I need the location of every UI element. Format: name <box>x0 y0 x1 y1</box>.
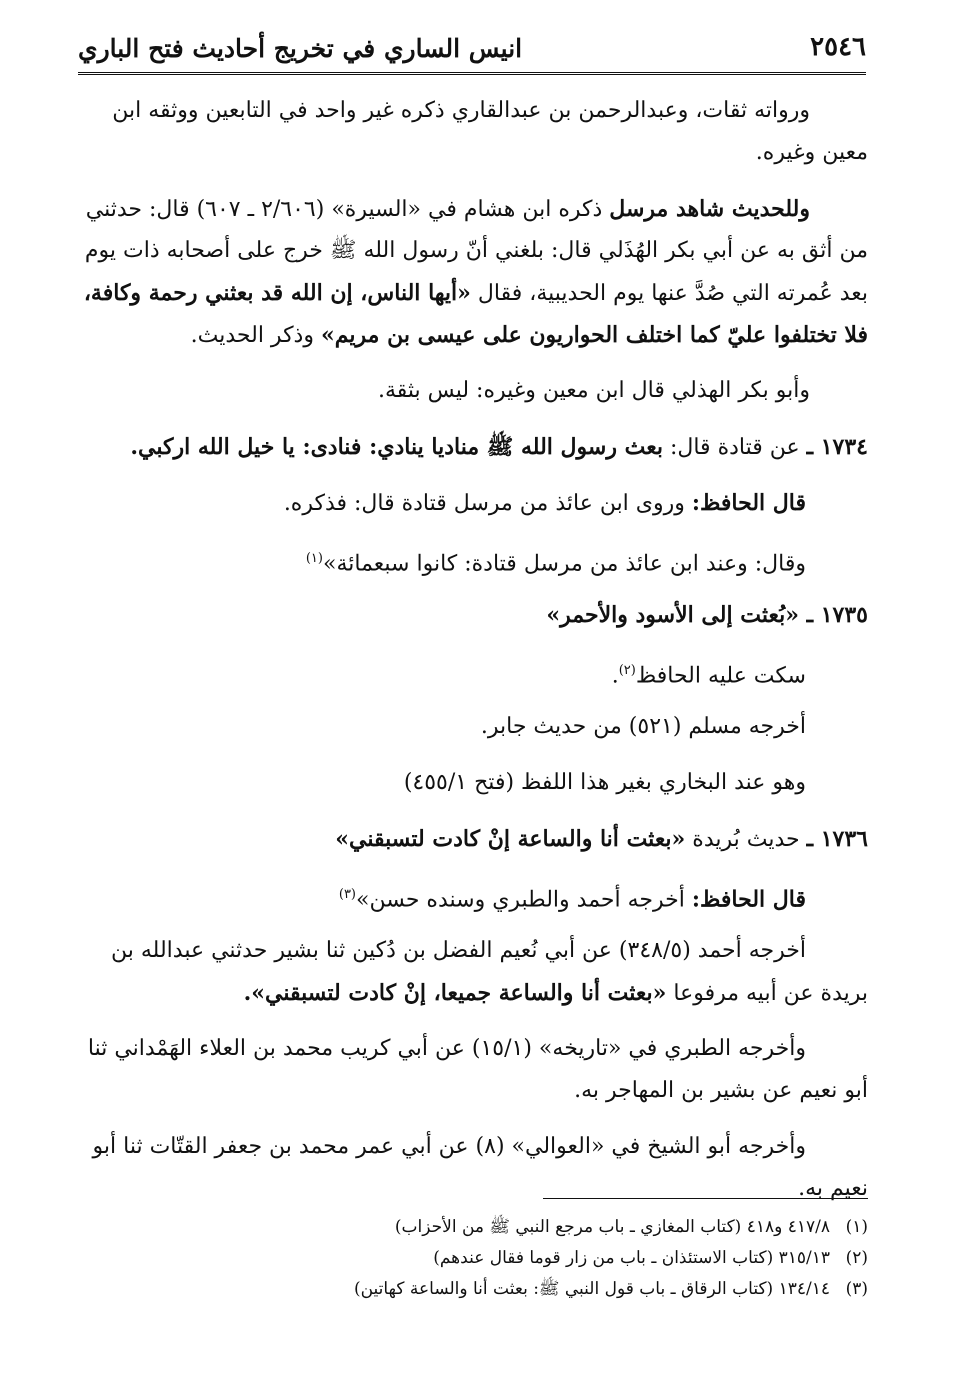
text-line <box>66 272 868 314</box>
text-line: وأخرجه أبو الشيخ في «العوالي» (٨) عن أبي عمر محمد بن جعفر القتّات ثنا أبو <box>92 1134 806 1159</box>
text-line: نعيم به. <box>798 1176 868 1201</box>
footnote-number: (٢) <box>845 1248 868 1268</box>
text-line: وهو عند البخاري بغير هذا اللفظ (فتح ٤٥٥/١) <box>403 770 806 795</box>
text-span: بعد عُمرته التي صُدَّ عنها يوم الحديبية، فقال <box>470 281 868 306</box>
hadith-text: «أيها الناس، إن الله قد بعثني رحمة وكافة، <box>83 280 471 306</box>
hadith-heading-1735: ١٧٣٥ ـ «بُعثت إلى الأسود والأحمر» <box>546 602 868 628</box>
page-number: ٢٥٤٦ <box>810 32 866 62</box>
hadith-text: «بعثت أنا والساعة إنْ كادت لتسبقني» <box>335 826 686 852</box>
bold-phrase: وللحديث شاهد مرسل <box>609 196 810 222</box>
footnote-ref[interactable]: (٢) <box>618 663 636 678</box>
hadith-text: بعث رسول الله ﷺ مناديا ينادي: فنادى: يا خيل الله اركبي. <box>130 434 663 460</box>
footnote-text: ٣١٥/١٣ (كتاب الاستئذان ـ باب من زار قوما فقال عندهم) <box>433 1248 830 1268</box>
footnote-ref[interactable]: (٣) <box>338 887 356 902</box>
text-line: معين وغيره. <box>755 140 868 165</box>
text-span: بريدة عن أبيه مرفوعا <box>666 981 868 1006</box>
text-line <box>66 650 868 692</box>
text-line <box>66 972 868 1014</box>
text-span: وذكر الحديث. <box>190 323 321 348</box>
text-span: سكت عليه الحافظ <box>635 663 806 689</box>
footnotes <box>300 1212 868 1305</box>
footnote-number: (٣) <box>845 1279 868 1299</box>
footnote-ref[interactable]: (١) <box>305 551 323 566</box>
text-line: ورواته ثقات، وعبدالرحمن بن عبدالقاري ذكره غير واحد في التابعين ووثقه ابن <box>112 98 810 123</box>
hadith-heading-1736 <box>66 818 868 860</box>
text-span: عن قتادة قال: <box>662 435 807 460</box>
hadith-text: «بعثت أنا والساعة جميعا، إنْ كادت لتسبقني». <box>243 980 667 1006</box>
text-span: وروى ابن عائذ من مرسل قتادة قال: فذكره. <box>283 491 692 516</box>
text-line <box>66 874 868 916</box>
text-line: وأخرجه الطبري في «تاريخه» (١٥/١) عن أبي كريب محمد بن العلاء الهَمْداني ثنا <box>87 1036 806 1061</box>
text-span: أخرجه أحمد والطبري وسنده حسن» <box>356 887 692 913</box>
footnote-separator <box>543 1198 868 1199</box>
text-line: أبو نعيم عن بشير بن المهاجر به. <box>574 1078 868 1103</box>
main-text <box>66 90 868 1210</box>
hadith-number: ١٧٣٤ ـ <box>806 434 868 460</box>
footnote <box>300 1243 868 1274</box>
hafiz-label: قال الحافظ: <box>691 886 806 913</box>
footnote-number: (١) <box>845 1217 868 1237</box>
hadith-text: فلا تختلفوا عليّ كما اختلف الحواريون على عيسى بن مريم» <box>320 322 868 348</box>
text-line: أخرجه أحمد (٣٤٨/٥) عن أبي نُعيم الفضل بن دُكين ثنا بشير حدثني عبدالله بن <box>111 938 806 963</box>
text-line <box>66 188 868 230</box>
text-line <box>66 538 868 580</box>
footnote <box>300 1212 868 1243</box>
text-line: وأبو بكر الهذلي قال ابن معين وغيره: ليس بثقة. <box>377 378 810 403</box>
text-line <box>66 314 868 356</box>
running-header <box>78 28 866 75</box>
text-line: أخرجه مسلم (٥٢١) من حديث جابر. <box>480 714 806 739</box>
footnote <box>300 1274 868 1305</box>
book-title: انيس الساري في تخريج أحاديث فتح الباري <box>78 34 523 63</box>
text-span: حديث بُريدة <box>685 827 807 852</box>
text-span: وقال: وعند ابن عائذ من مرسل قتادة: كانوا سبعمائة» <box>322 551 806 577</box>
text-line <box>66 482 868 524</box>
footnote-text: ١٣٤/١٤ (كتاب الرقاق ـ باب قول النبي ﷺ: بعثت أنا والساعة كهاتين) <box>353 1279 830 1299</box>
footnote-text: ٤١٧/٨ و٤١٨ (كتاب المغازي ـ باب مرجع النبي ﷺ من الأحزاب) <box>394 1217 830 1237</box>
text-span: . <box>611 663 619 689</box>
text-line: من أثق به عن أبي بكر الهُذَلي قال: بلغني أنّ رسول الله ﷺ خرج على أصحابه ذات يوم <box>84 238 868 263</box>
text-span: ذكره ابن هشام في «السيرة» (٢/٦٠٦ ـ ٦٠٧) قال: حدثني <box>85 197 610 222</box>
hafiz-label: قال الحافظ: <box>691 490 806 516</box>
hadith-number: ١٧٣٦ ـ <box>806 826 868 852</box>
hadith-heading-1734 <box>66 426 868 468</box>
